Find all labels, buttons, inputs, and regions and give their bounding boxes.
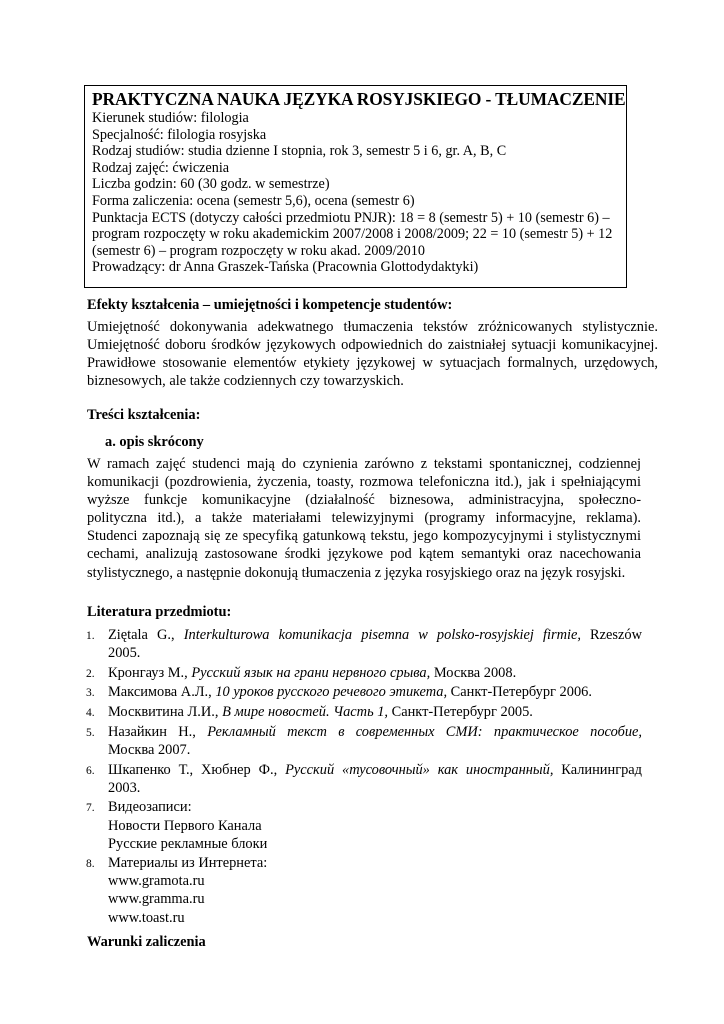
tresci-heading: Treści kształcenia:	[87, 407, 201, 423]
item-number: 4.	[86, 707, 95, 720]
tresci-subheading: a. opis skrócony	[105, 434, 204, 450]
info-line: (semestr 6) – program rozpoczęty w roku akad. 2009/2010	[92, 242, 425, 259]
text-line: Prawidłowe stosowanie elementów etykiety językowej w sytuacjach formalnych, urzędowych,	[87, 355, 658, 372]
item-author: Максимова А.Л.,	[108, 684, 216, 701]
item-place: Санкт-Петербург 2005.	[388, 704, 533, 721]
literature-list	[86, 626, 642, 928]
item-place: Санкт-Петербург 2006.	[447, 684, 592, 701]
item-continuation: 2005.	[108, 645, 141, 662]
text-line: Umiejętność doboru środków językowych odpowiednich do zaistniałej sytuacji komunikacyjnej.	[87, 337, 658, 354]
item-author: Ziętala G.,	[108, 627, 184, 643]
list-item	[86, 761, 642, 797]
item-label: Материалы из Интернета:	[108, 855, 268, 872]
item-continuation: Москва 2007.	[108, 741, 191, 758]
text-line: W ramach zajęć studenci mają do czynienia zarówno z tekstami spontanicznej, codziennej	[87, 456, 641, 472]
item-label: Видеозаписи:	[108, 799, 192, 816]
list-item	[86, 798, 642, 852]
item-title: В мире новостей. Часть 1,	[222, 704, 389, 721]
text-line: polityczna itd.), a także materiałami telewizyjnymi (programy informacyjne, reklama).	[87, 510, 641, 527]
info-line: Forma zaliczenia: ocena (semestr 5,6), ocena (semestr 6)	[92, 192, 415, 209]
sub-item-link: www.toast.ru	[108, 909, 185, 926]
item-place: Москва 2008.	[430, 664, 517, 681]
list-item	[86, 626, 642, 662]
text-line: Studenci zapoznają się ze specyfiką gatunkową tekstu, jego kompozycyjnymi i stylistycznymi	[87, 528, 641, 545]
course-title: PRAKTYCZNA NAUKA JĘZYKA ROSYJSKIEGO - TŁUMACZENIE	[92, 89, 626, 109]
list-item	[86, 854, 642, 926]
sub-item-link: www.gramota.ru	[108, 873, 205, 890]
item-title: Interkulturowa komunikacja pisemna w polsko-rosyjskiej firmie,	[183, 627, 581, 643]
item-number: 8.	[86, 858, 95, 871]
info-line: Rodzaj studiów: studia dzienne I stopnia, rok 3, semestr 5 i 6, gr. A, B, C	[92, 143, 507, 160]
sub-item: Русские рекламные блоки	[108, 835, 268, 852]
efekty-heading: Efekty kształcenia – umiejętności i kompetencje studentów:	[87, 297, 453, 313]
list-item	[86, 723, 642, 759]
item-number: 1.	[86, 630, 95, 642]
item-author: Москвитина Л.И.,	[108, 704, 223, 721]
info-line: Punktacja ECTS (dotyczy całości przedmiotu PNJR): 18 = 8 (semestr 5) + 10 (semestr 6) –	[92, 209, 610, 226]
item-author: Назайкин Н.,	[108, 723, 208, 740]
item-author: Шкапенко Т., Хюбнер Ф.,	[108, 761, 286, 778]
item-number: 6.	[86, 764, 95, 777]
text-line: komunikacji (pozdrowienia, życzenia, toasty, rozmowa telefoniczna itd.), jak i spełniającymi	[87, 474, 641, 491]
list-item	[86, 664, 642, 682]
text-line: Umiejętność dokonywania adekwatnego tłumaczenia tekstów zróżnicowanych stylistycznie.	[87, 319, 658, 335]
item-title: 10 уроков русского речевого этикета,	[215, 684, 448, 701]
list-item	[86, 683, 642, 701]
item-number: 5.	[86, 726, 95, 739]
item-author: Кронгауз М.,	[108, 664, 192, 681]
text-line: biznesowych, ale także codziennych czy towarzyskich.	[87, 373, 404, 390]
item-title: Русский «тусовочный» как иностранный,	[285, 761, 554, 778]
info-line: program rozpoczęty w roku akademickim 2007/2008 i 2008/2009; 22 = 10 (semestr 5) + 12	[92, 226, 613, 243]
item-number: 2.	[86, 667, 95, 680]
sub-item: Новости Первого Канала	[108, 817, 262, 834]
item-number: 7.	[86, 802, 95, 815]
literatura-heading: Literatura przedmiotu:	[87, 604, 232, 620]
info-line: Liczba godzin: 60 (30 godz. w semestrze)	[92, 176, 330, 193]
course-info-box	[84, 85, 627, 288]
list-item	[86, 703, 642, 721]
item-continuation: 2003.	[108, 779, 141, 796]
warunki-heading: Warunki zaliczenia	[87, 934, 206, 950]
item-title: Рекламный текст в современных СМИ: практическое пособие,	[207, 723, 642, 740]
info-line: Specjalność: filologia rosyjska	[92, 126, 267, 143]
item-place: Калининград	[553, 761, 643, 778]
item-place: Rzeszów	[580, 627, 642, 643]
info-line: Rodzaj zajęć: ćwiczenia	[92, 159, 230, 176]
text-line: stylistycznego, a następnie dokonują tłumaczenia z języka rosyjskiego oraz na język rosyjski.	[87, 564, 626, 581]
item-number: 3.	[86, 687, 95, 700]
efekty-paragraph	[87, 318, 658, 390]
tresci-paragraph	[87, 455, 641, 582]
info-line: Kierunek studiów: filologia	[92, 110, 249, 126]
text-line: cechami, analizują zastosowane środki językowe pod kątem semantyki oraz nacechowania	[87, 546, 641, 563]
sub-item-link: www.gramma.ru	[108, 891, 205, 908]
item-title: Русский язык на грани нервного срыва,	[191, 664, 431, 681]
text-line: wyższe funkcje komunikacyjne (działalność biznesowa, administracyjna, społeczno-	[87, 492, 641, 509]
info-line: Prowadzący: dr Anna Graszek-Tańska (Pracownia Glottodydaktyki)	[92, 259, 479, 276]
